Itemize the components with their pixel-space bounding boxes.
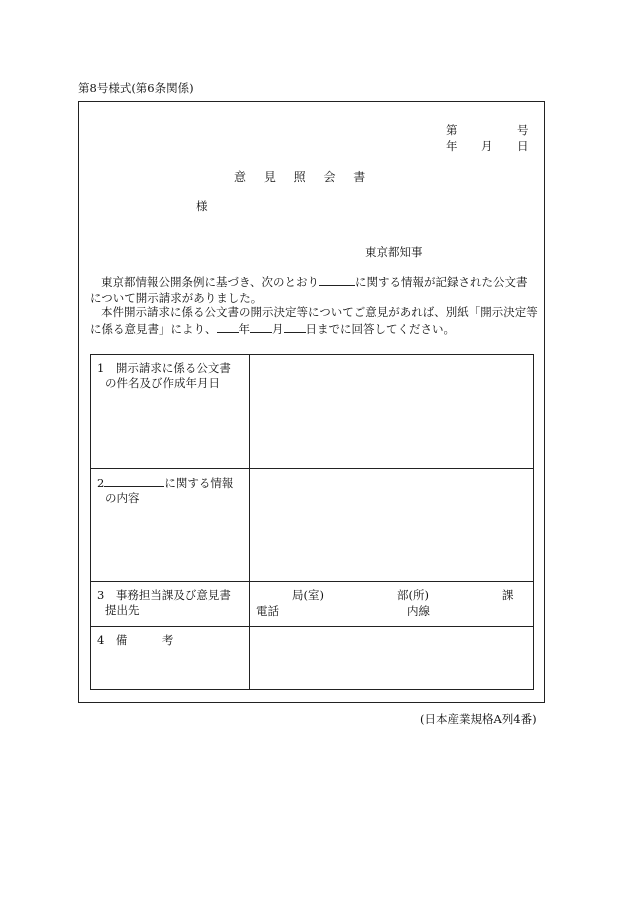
row2-blank: [104, 475, 164, 487]
paragraph-2-after: 日までに回答してください。: [305, 321, 455, 336]
row3-label: [91, 582, 250, 627]
paragraph-1-after: に関する情報が記録された公文書について開示請求がありました。: [90, 275, 528, 305]
row1-label: [91, 355, 250, 469]
issuer: 東京都知事: [365, 245, 423, 259]
row3-value: [250, 582, 534, 627]
row3-label-line2: 提出先: [105, 603, 140, 617]
document-title: 意 見 照 会 書: [234, 170, 366, 184]
paragraph-2-month: 月: [272, 321, 284, 336]
row3-bureau: 局(室): [292, 588, 324, 602]
row1-label-line2: の件名及び作成年月日: [105, 376, 220, 390]
table-row: [91, 469, 534, 582]
paragraph-2: [90, 305, 538, 337]
table-row: [91, 627, 534, 690]
document-number-prefix: 第: [446, 123, 458, 137]
row2-label-prefix: 2: [97, 476, 105, 490]
row2-label-suffix: に関する情報: [164, 476, 234, 490]
year-blank: [217, 321, 239, 333]
month-blank: [250, 321, 272, 333]
row1-value[interactable]: [250, 355, 534, 469]
date-day: 日: [517, 139, 529, 153]
date-month: 月: [481, 139, 493, 153]
row3-label-line1: 3 事務担当課及び意見書: [97, 588, 231, 602]
form-number: 第8号様式(第6条関係): [78, 81, 194, 95]
document-number-suffix: 号: [517, 123, 529, 137]
row3-section: 課: [502, 588, 514, 602]
row4-label: [91, 627, 250, 690]
subject-blank: [319, 274, 355, 286]
table-row: [91, 355, 534, 469]
paragraph-2-year: 年: [238, 321, 250, 336]
row3-extension: 内線: [407, 604, 430, 618]
paragraph-2-before: 本件開示請求に係る公文書の開示決定等についてご意見があれば、別紙「開示決定等に係る意見書」により、: [90, 305, 538, 336]
day-blank: [284, 321, 306, 333]
row2-label: [91, 469, 250, 582]
row4-label-text: 4 備 考: [97, 633, 174, 647]
info-table: [90, 354, 534, 690]
row3-phone: 電話: [256, 604, 279, 618]
table-row: [91, 582, 534, 627]
row1-label-line1: 1 開示請求に係る公文書: [97, 361, 231, 375]
row4-value[interactable]: [250, 627, 534, 690]
row2-value[interactable]: [250, 469, 534, 582]
date-year: 年: [446, 139, 458, 153]
row2-label-line2: の内容: [105, 491, 140, 505]
footer-note: (日本産業規格A列4番): [420, 712, 537, 726]
row3-dept: 部(所): [397, 588, 429, 602]
paragraph-1-before: 東京都情報公開条例に基づき、次のとおり: [101, 275, 320, 289]
paragraph-1: [90, 274, 538, 306]
addressee-suffix: 様: [196, 199, 208, 213]
